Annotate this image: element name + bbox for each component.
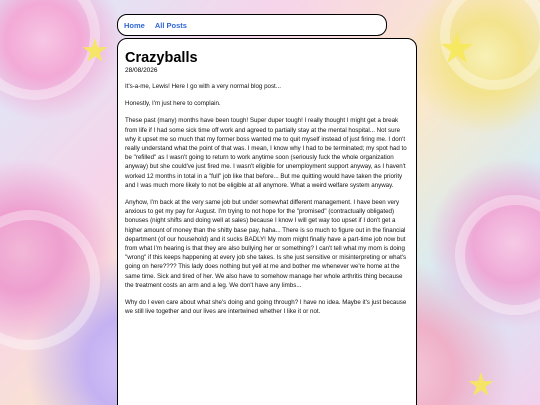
- background-swirl: [0, 0, 100, 100]
- nav-link-home[interactable]: Home: [124, 20, 145, 30]
- star-icon: [82, 38, 108, 64]
- post-paragraph: It's-a-me, Lewis! Here I go with a very normal blog post...: [125, 83, 281, 90]
- background-swirl: [0, 210, 100, 350]
- post-paragraph: Anyhow, I'm back at the very same job but under somewhat different management. I have been very anxious to get my pay for August. I'm trying to not hope for the "promised" (contractually obligated) bonuses (night shifts and doing well at sales) because I know I will get way too upset if I don't get a higher amount of money than the shitty base pay, haha... There is so much to figure out in the financial department (of our household) and it sucks BADLY! My mom might finally have a part-time job now but from what I'm hearing is that they are also bullying her or something? I can't tell what my mom is doing "wrong" if this keeps happening at every job she takes. Is she just sensitive or misinterpreting or what's going on here???? This lady does nothing but yell at me and bother me whenever we're home at the same time. Sick and tired of her. We also have to somehow manage her whole arthritis thing because the treatment costs an arm and a leg. We don't have any limbs...: [125, 199, 407, 289]
- background-swirl: [455, 195, 540, 315]
- star-icon: [468, 372, 494, 398]
- blog-post-card: [117, 38, 417, 405]
- post-title: Crazyballs: [125, 50, 198, 66]
- post-paragraph: Why do I even care about what she's doing and going through? I have no idea. Maybe it's just because we still live together and our lives are intertwined whether I like it or not.: [125, 299, 407, 316]
- top-navigation: [117, 14, 387, 36]
- star-icon: [440, 32, 474, 66]
- post-date: 28/08/2026: [125, 67, 158, 74]
- post-paragraph: These past (many) months have been tough! Super duper tough! I really thought I might get a break from life if I had some sick time off work and agreed to partially stay at the mental hospital... Not sure why it upset me so much that my former boss wanted me to quit myself instead of just firing me. I don't really understand what the point of that was. I mean, I know why I had to be terminated; my spot had to be "refilled" as I wasn't going to return to work anytime soon (seriously fuck the whole organization anyway) but she could've just fired me. I wasn't eligible for unemployment support anyway, as I haven't worked 12 months in total in a "full" job like that before... But me quitting would have taken the priority and I was much more likely to not be eligible at all anymore. What a weird welfare system anyway.: [125, 117, 407, 189]
- nav-link-all-posts[interactable]: All Posts: [154, 20, 187, 30]
- post-paragraph: Honestly, I'm just here to complain.: [125, 100, 221, 108]
